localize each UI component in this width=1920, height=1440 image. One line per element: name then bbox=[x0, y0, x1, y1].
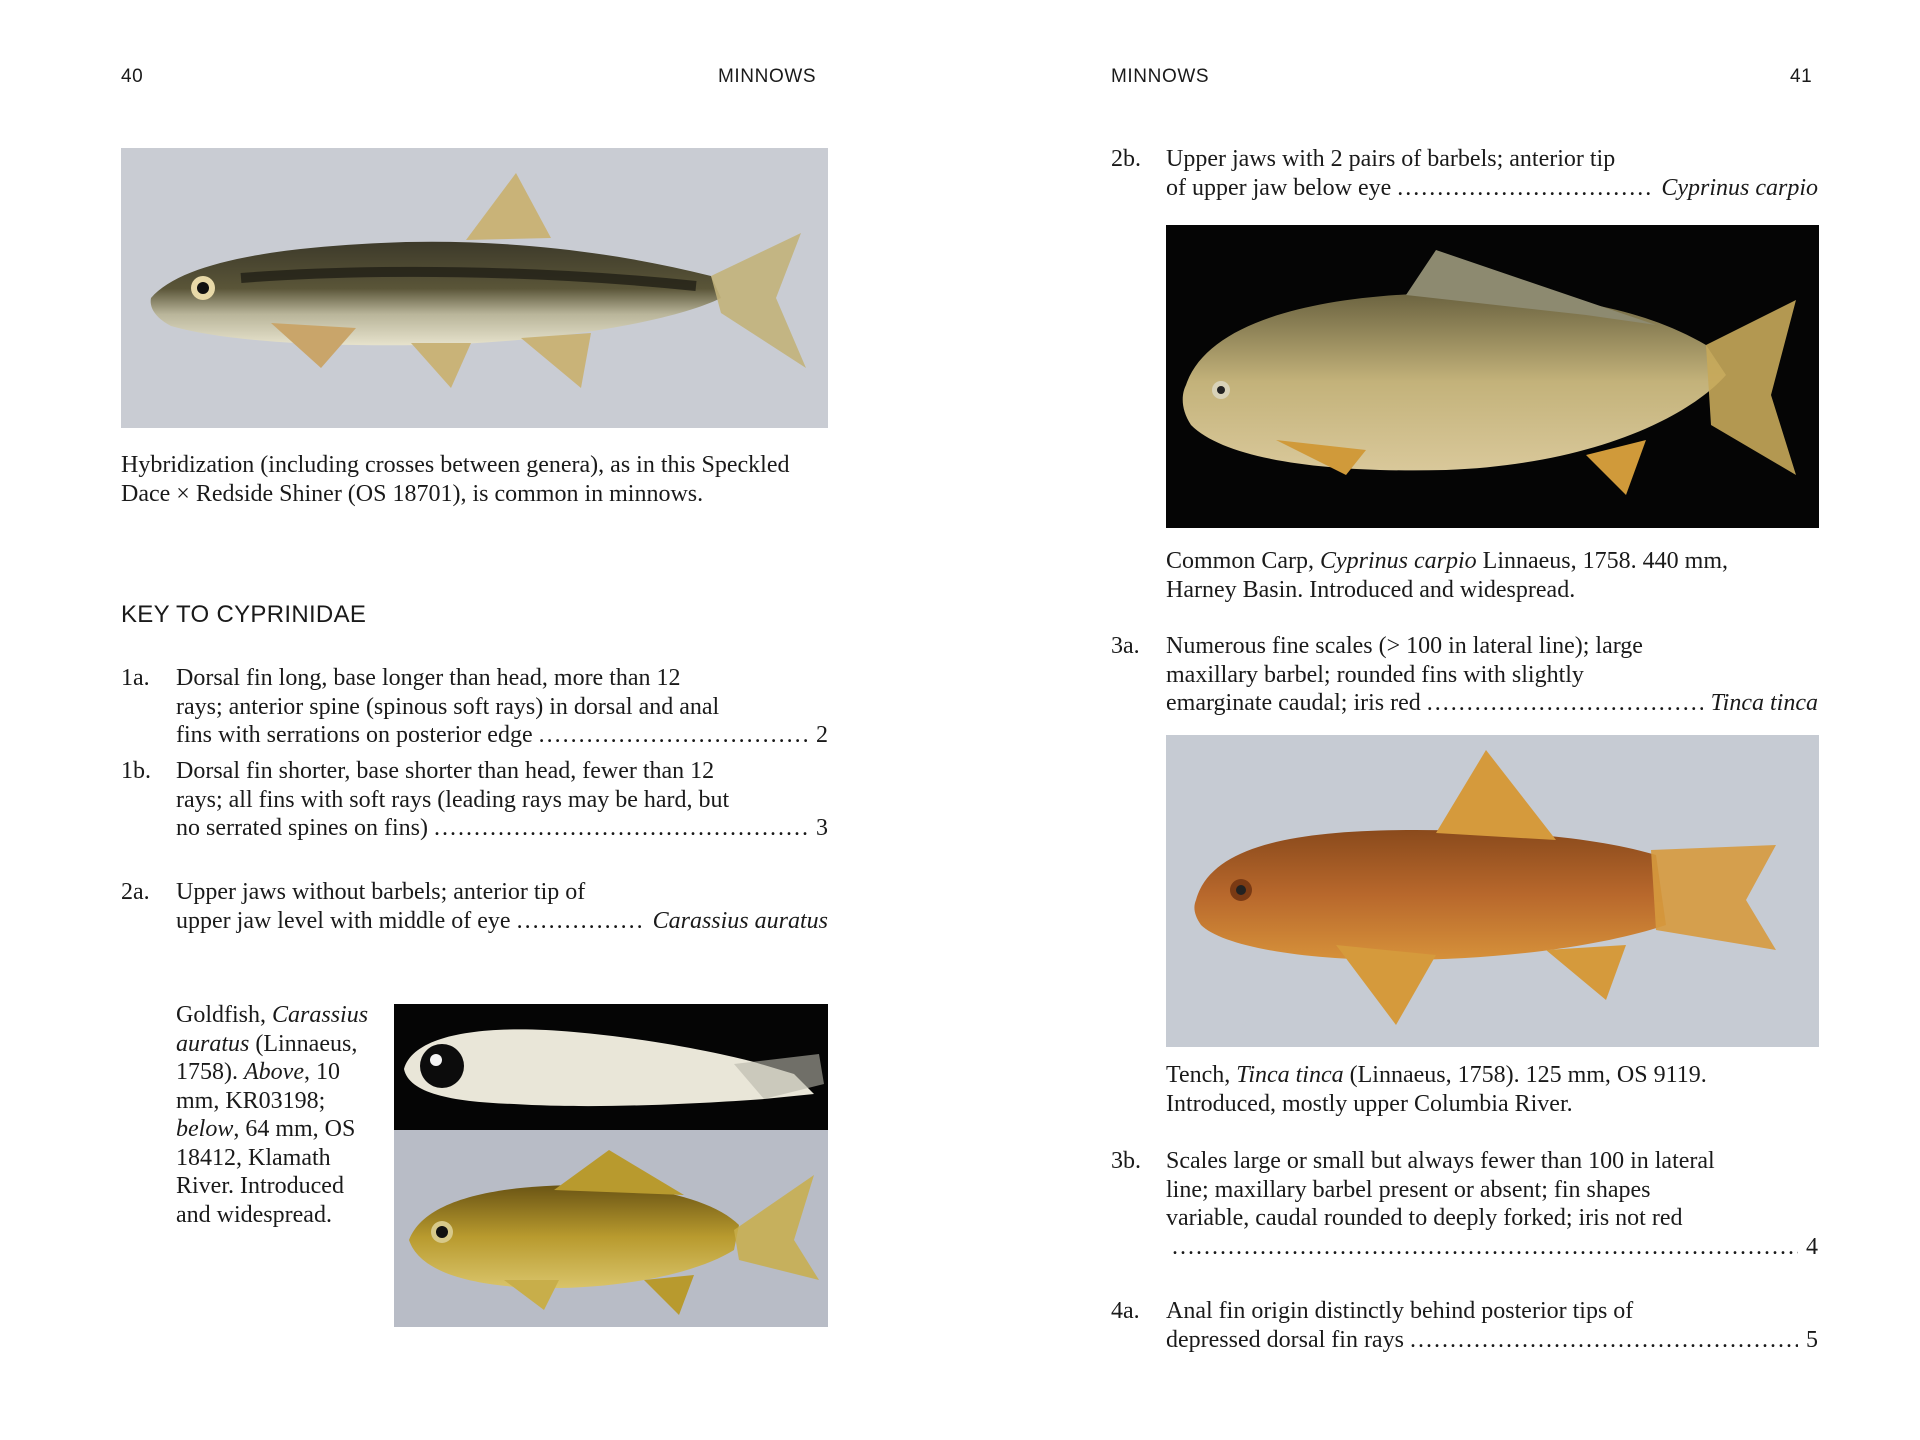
hybrid-minnow-photo bbox=[121, 148, 828, 428]
caption-italic: auratus bbox=[176, 1030, 250, 1057]
leader-target: Cyprinus carpio bbox=[1661, 174, 1818, 201]
key-entry-3a bbox=[1111, 632, 1818, 722]
caption-italic: below bbox=[176, 1116, 234, 1142]
entry-line: Scales large or small but always fewer than 100 in lateral bbox=[1166, 1148, 1715, 1174]
caption-text: Introduced, mostly upper Columbia River. bbox=[1166, 1090, 1573, 1117]
entry-number: 3a. bbox=[1111, 633, 1140, 659]
entry-line: line; maxillary barbel present or absent; fin shapes bbox=[1166, 1176, 1651, 1203]
leader-dots bbox=[1427, 689, 1703, 718]
key-heading: KEY TO CYPRINIDAE bbox=[121, 601, 367, 628]
caption-italic: Cyprinus carpio bbox=[1320, 548, 1477, 574]
caption-text: Harney Basin. Introduced and widespread. bbox=[1166, 576, 1576, 603]
leader-text: fins with serrations on posterior edge bbox=[176, 722, 533, 748]
leader-dots bbox=[1397, 174, 1653, 203]
entry-number: 1a. bbox=[121, 665, 150, 691]
left-page-number: 40 bbox=[121, 66, 144, 87]
caption-text: (Linnaeus, bbox=[249, 1030, 358, 1057]
entry-line: variable, caudal rounded to deeply forked; iris not red bbox=[1166, 1205, 1683, 1231]
leader-dots bbox=[1172, 1233, 1798, 1262]
caption-italic: Above bbox=[244, 1059, 304, 1085]
caption-text: Linnaeus, 1758. 440 mm, bbox=[1476, 548, 1728, 574]
key-entry-4a bbox=[1111, 1297, 1818, 1357]
caption-text: , 10 bbox=[303, 1059, 340, 1085]
entry-line: Dorsal fin long, base longer than head, more than 12 bbox=[176, 665, 681, 691]
leader-line bbox=[1166, 1326, 1818, 1355]
key-entry-2a bbox=[121, 878, 828, 938]
common-carp-photo bbox=[1166, 225, 1819, 528]
right-page-number: 41 bbox=[1790, 66, 1813, 87]
entry-line: Upper jaws with 2 pairs of barbels; anterior tip bbox=[1166, 146, 1616, 172]
entry-line: Upper jaws without barbels; anterior tip of bbox=[176, 879, 586, 905]
entry-line: rays; anterior spine (spinous soft rays) in dorsal and anal bbox=[176, 693, 720, 720]
caption-text: 18412, Klamath bbox=[176, 1144, 331, 1171]
leader-line bbox=[1166, 1233, 1818, 1262]
leader-line bbox=[176, 814, 828, 843]
hybrid-caption: Hybridization (including crosses between genera), as in this Speckled Dace × Redside Shiner (OS 18701), is common in minnows. bbox=[121, 452, 790, 507]
leader-dots bbox=[434, 814, 808, 843]
entry-number: 2b. bbox=[1111, 146, 1141, 172]
entry-line: rays; all fins with soft rays (leading rays may be hard, but bbox=[176, 786, 730, 813]
leader-line bbox=[1166, 689, 1818, 718]
entry-line: Anal fin origin distinctly behind posterior tips of bbox=[1166, 1298, 1634, 1324]
tench-caption bbox=[1166, 1061, 1826, 1118]
entry-line: Dorsal fin shorter, base shorter than head, fewer than 12 bbox=[176, 758, 715, 784]
caption-text: mm, KR03198; bbox=[176, 1087, 326, 1114]
caption-text: Goldfish, bbox=[176, 1002, 272, 1028]
caption-text: 1758). bbox=[176, 1059, 244, 1085]
key-entry-3b bbox=[1111, 1147, 1818, 1267]
caption-text: , 64 mm, OS bbox=[233, 1116, 356, 1142]
left-running-head: MINNOWS bbox=[718, 66, 817, 87]
tench-photo bbox=[1166, 735, 1819, 1047]
entry-number: 2a. bbox=[121, 879, 150, 905]
entry-number: 1b. bbox=[121, 758, 151, 784]
caption-italic: Tinca tinca bbox=[1236, 1062, 1344, 1088]
entry-line: maxillary barbel; rounded fins with slightly bbox=[1166, 661, 1584, 688]
leader-text: no serrated spines on fins) bbox=[176, 815, 428, 841]
leader-target: 4 bbox=[1806, 1233, 1818, 1260]
leader-line bbox=[1166, 174, 1818, 203]
entry-line: Numerous fine scales (> 100 in lateral line); large bbox=[1166, 633, 1643, 659]
leader-dots bbox=[517, 907, 645, 936]
leader-line bbox=[176, 721, 828, 750]
caption-text: River. Introduced bbox=[176, 1173, 344, 1199]
goldfish-larva-photo bbox=[394, 1004, 828, 1130]
caption-text: Tench, bbox=[1166, 1062, 1237, 1088]
right-running-head: MINNOWS bbox=[1111, 66, 1210, 87]
leader-target: Carassius auratus bbox=[652, 907, 828, 934]
caption-text: Common Carp, bbox=[1166, 548, 1320, 574]
key-entry-2b bbox=[1111, 145, 1818, 205]
caption-text: and widespread. bbox=[176, 1201, 332, 1228]
leader-text: upper jaw level with middle of eye bbox=[176, 907, 511, 934]
leader-text: emarginate caudal; iris red bbox=[1166, 690, 1421, 716]
entry-number: 3b. bbox=[1111, 1148, 1141, 1174]
caption-italic: Carassius bbox=[272, 1002, 369, 1028]
entry-number: 4a. bbox=[1111, 1298, 1140, 1324]
caption-text: (Linnaeus, 1758). 125 mm, OS 9119. bbox=[1343, 1062, 1707, 1088]
leader-dots bbox=[539, 721, 808, 750]
goldfish-caption bbox=[176, 1001, 386, 1229]
key-entry-1a bbox=[121, 664, 828, 754]
leader-target: 3 bbox=[816, 815, 828, 841]
leader-target: 2 bbox=[816, 722, 828, 748]
key-entry-1b bbox=[121, 757, 828, 847]
carp-caption bbox=[1166, 547, 1826, 604]
leader-dots bbox=[1410, 1326, 1798, 1355]
leader-target: Tinca tinca bbox=[1710, 690, 1818, 716]
leader-text: of upper jaw below eye bbox=[1166, 174, 1392, 201]
leader-line bbox=[176, 907, 828, 936]
leader-text: depressed dorsal fin rays bbox=[1166, 1326, 1404, 1353]
leader-target: 5 bbox=[1806, 1326, 1818, 1353]
goldfish-adult-photo bbox=[394, 1130, 828, 1327]
